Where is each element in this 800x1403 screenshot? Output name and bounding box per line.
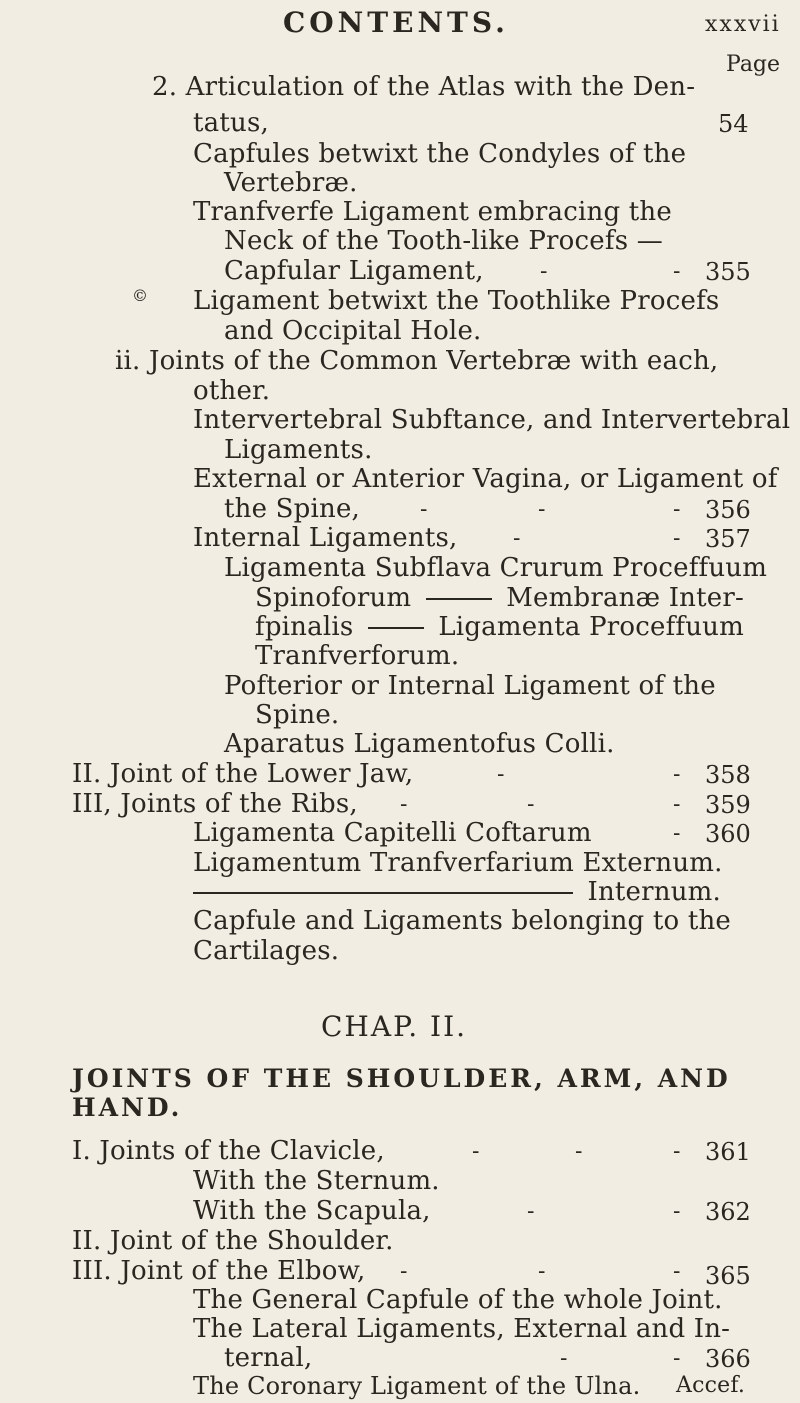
entry-line: Internal Ligaments, — [193, 523, 458, 553]
running-head: CONTENTS. — [283, 6, 509, 39]
entry-line: Ligamentum Tranfverfarium Externum. — [193, 848, 723, 878]
entry-line: With the Sternum. — [193, 1166, 440, 1196]
entry-line: II. Joint of the Shoulder. — [72, 1226, 394, 1256]
leader-dash: - — [400, 792, 408, 817]
entry-line — [255, 583, 744, 613]
entry-text: Internum. — [587, 877, 721, 907]
entry-line — [193, 877, 721, 907]
entry-line: III, Joints of the Ribs, — [72, 789, 358, 819]
entry-line: II. Joint of the Lower Jaw, — [72, 759, 414, 789]
entry-line: tatus, — [193, 108, 269, 138]
chapter-heading: CHAP. II. — [321, 1010, 468, 1043]
page-number: 356 — [705, 496, 751, 524]
folio: xxxvii — [705, 12, 781, 37]
ditto-rule — [193, 892, 573, 894]
page-number: 362 — [705, 1198, 751, 1226]
entry-line: III. Joint of the Elbow, — [72, 1256, 366, 1286]
leader-dash: - — [575, 1139, 583, 1164]
ditto-rule — [426, 598, 492, 600]
entry-line: Capfule and Ligaments belonging to the — [193, 906, 731, 936]
leader-dash: - — [400, 1259, 408, 1284]
leader-dash: - — [538, 1259, 546, 1284]
page-number: 360 — [705, 820, 751, 848]
leader-dash: - — [472, 1139, 480, 1164]
leader-dash: - — [538, 497, 546, 522]
entry-line: Ligament betwixt the Toothlike Procefs — [193, 286, 720, 316]
leader-dash: - — [420, 497, 428, 522]
leader-dash: - — [497, 762, 505, 787]
entry-line: Aparatus Ligamentofus Colli. — [224, 729, 615, 759]
ditto-rule — [368, 627, 424, 629]
leader-dash: - — [527, 792, 535, 817]
entry-line: With the Scapula, — [193, 1196, 431, 1226]
page-number: 54 — [718, 110, 749, 138]
leader-dash: - — [673, 821, 681, 846]
leader-dash: - — [673, 497, 681, 522]
entry-line: other. — [193, 376, 271, 406]
leader-dash: - — [673, 259, 681, 284]
entry-line: The General Capfule of the whole Joint. — [193, 1285, 723, 1315]
entry-line: The Coronary Ligament of the Ulna. — [193, 1372, 641, 1400]
entry-line: Vertebræ. — [224, 168, 358, 198]
entry-line: Ligamenta Subflava Crurum Proceffuum — [224, 553, 768, 583]
page-number: 358 — [705, 761, 751, 789]
entry-text: fpinalis — [255, 612, 354, 642]
entry-line: Tranfverfe Ligament embracing the — [193, 197, 672, 227]
leader-dash: - — [673, 792, 681, 817]
entry-line: Ligaments. — [224, 435, 373, 465]
leader-dash: - — [673, 1259, 681, 1284]
entry-text: Ligamenta Proceffuum — [438, 612, 744, 642]
entry-line: Ligamenta Capitelli Coftarum — [193, 818, 592, 848]
entry-line: Cartilages. — [193, 936, 340, 966]
entry-line: Spine. — [255, 700, 340, 730]
page-number: 355 — [705, 258, 751, 286]
entry-line: the Spine, — [224, 494, 361, 524]
entry-text: Spinoforum — [255, 583, 412, 613]
catchword: Accef. — [676, 1373, 746, 1398]
entry-line: I. Joints of the Clavicle, — [72, 1136, 385, 1166]
entry-line: Neck of the Tooth-like Procefs — — [224, 226, 663, 256]
leader-dash: - — [673, 1346, 681, 1371]
page-number: 366 — [705, 1345, 751, 1373]
leader-dash: - — [673, 762, 681, 787]
entry-line: ternal, — [224, 1343, 313, 1373]
leader-dash: - — [560, 1346, 568, 1371]
entry-line: Capfular Ligament, — [224, 256, 484, 286]
leader-dash: - — [673, 526, 681, 551]
entry-text: Membranæ Inter- — [506, 583, 744, 613]
chapter-subheading: JOINTS OF THE SHOULDER, ARM, AND HAND. — [72, 1064, 731, 1122]
leader-dash: - — [527, 1199, 535, 1224]
entry-line: Tranfverforum. — [255, 641, 460, 671]
entry-line: External or Anterior Vagina, or Ligament of — [193, 464, 778, 494]
page-column-label: Page — [726, 52, 781, 77]
leader-dash: - — [540, 259, 548, 284]
page-number: 357 — [705, 525, 751, 553]
leader-dash: - — [673, 1139, 681, 1164]
entry-line: Pofterior or Internal Ligament of the — [224, 671, 716, 701]
leader-dash: - — [673, 1199, 681, 1224]
leader-dash: - — [513, 526, 521, 551]
entry-line: 2. Articulation of the Atlas with the Den- — [152, 72, 696, 102]
entry-line: ii. Joints of the Common Vertebræ with each, — [115, 346, 719, 376]
entry-line: Capfules betwixt the Condyles of the — [193, 139, 687, 169]
entry-line: The Lateral Ligaments, External and In- — [193, 1314, 731, 1344]
page-number: 365 — [705, 1262, 751, 1290]
entry-line — [255, 612, 744, 642]
page-number: 359 — [705, 791, 751, 819]
entry-line: and Occipital Hole. — [224, 316, 482, 346]
margin-mark: © — [132, 286, 148, 305]
entry-line: Intervertebral Subftance, and Intervertebral — [193, 405, 791, 435]
page-number: 361 — [705, 1138, 751, 1166]
